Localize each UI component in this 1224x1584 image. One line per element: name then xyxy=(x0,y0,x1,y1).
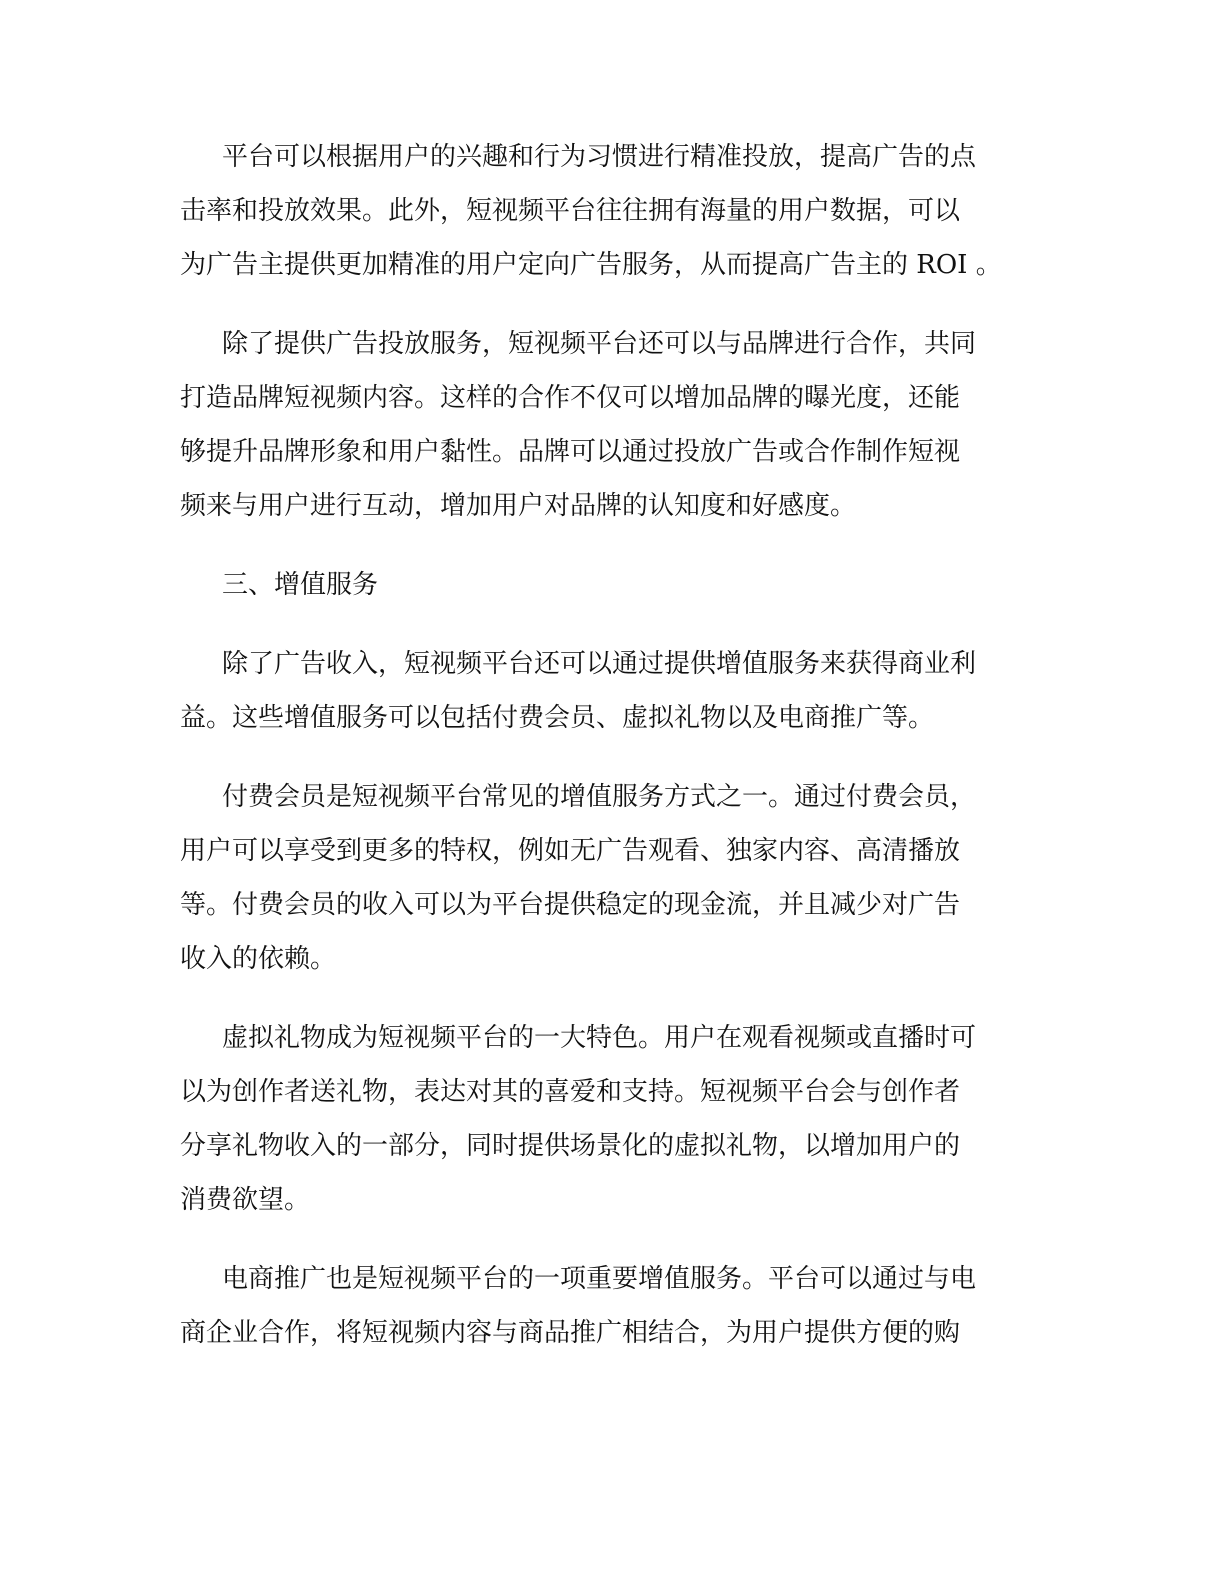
text-line: 消费欲望。 xyxy=(180,1185,311,1215)
document-body xyxy=(180,130,1030,1385)
paragraph-virtual-gifts xyxy=(180,1011,1030,1227)
text-line: 为广告主提供更加精准的用户定向广告服务，从而提高广告主的 ROI 。 xyxy=(180,250,1002,280)
text-line: 用户可以享受到更多的特权，例如无广告观看、独家内容、高清播放 xyxy=(180,836,961,866)
text-line: 付费会员是短视频平台常见的增值服务方式之一。通过付费会员， xyxy=(222,782,977,812)
text-line: 击率和投放效果。此外，短视频平台往往拥有海量的用户数据，可以 xyxy=(180,196,961,226)
text-line: 频来与用户进行互动，增加用户对品牌的认知度和好感度。 xyxy=(180,491,857,521)
heading-text: 三、增值服务 xyxy=(222,570,379,600)
text-line: 虚拟礼物成为短视频平台的一大特色。用户在观看视频或直播时可 xyxy=(222,1023,977,1053)
section-heading xyxy=(180,558,1030,612)
text-line: 除了提供广告投放服务，短视频平台还可以与品牌进行合作，共同 xyxy=(222,329,977,359)
text-line: 电商推广也是短视频平台的一项重要增值服务。平台可以通过与电 xyxy=(222,1264,977,1294)
text-line: 除了广告收入，短视频平台还可以通过提供增值服务来获得商业利 xyxy=(222,649,977,679)
paragraph-brand-cooperation xyxy=(180,317,1030,533)
text-line: 分享礼物收入的一部分，同时提供场景化的虚拟礼物，以增加用户的 xyxy=(180,1131,961,1161)
text-line: 益。这些增值服务可以包括付费会员、虚拟礼物以及电商推广等。 xyxy=(180,703,935,733)
text-line: 平台可以根据用户的兴趣和行为习惯进行精准投放，提高广告的点 xyxy=(222,142,977,172)
paragraph-value-added-intro xyxy=(180,637,1030,745)
text-line: 收入的依赖。 xyxy=(180,944,337,974)
text-line: 打造品牌短视频内容。这样的合作不仅可以增加品牌的曝光度，还能 xyxy=(180,383,961,413)
paragraph-ad-targeting xyxy=(180,130,1030,292)
text-line: 够提升品牌形象和用户黏性。品牌可以通过投放广告或合作制作短视 xyxy=(180,437,961,467)
paragraph-paid-membership xyxy=(180,770,1030,986)
text-line: 商企业合作，将短视频内容与商品推广相结合，为用户提供方便的购 xyxy=(180,1318,961,1348)
text-line: 等。付费会员的收入可以为平台提供稳定的现金流，并且减少对广告 xyxy=(180,890,961,920)
paragraph-ecommerce xyxy=(180,1252,1030,1360)
text-line: 以为创作者送礼物，表达对其的喜爱和支持。短视频平台会与创作者 xyxy=(180,1077,961,1107)
